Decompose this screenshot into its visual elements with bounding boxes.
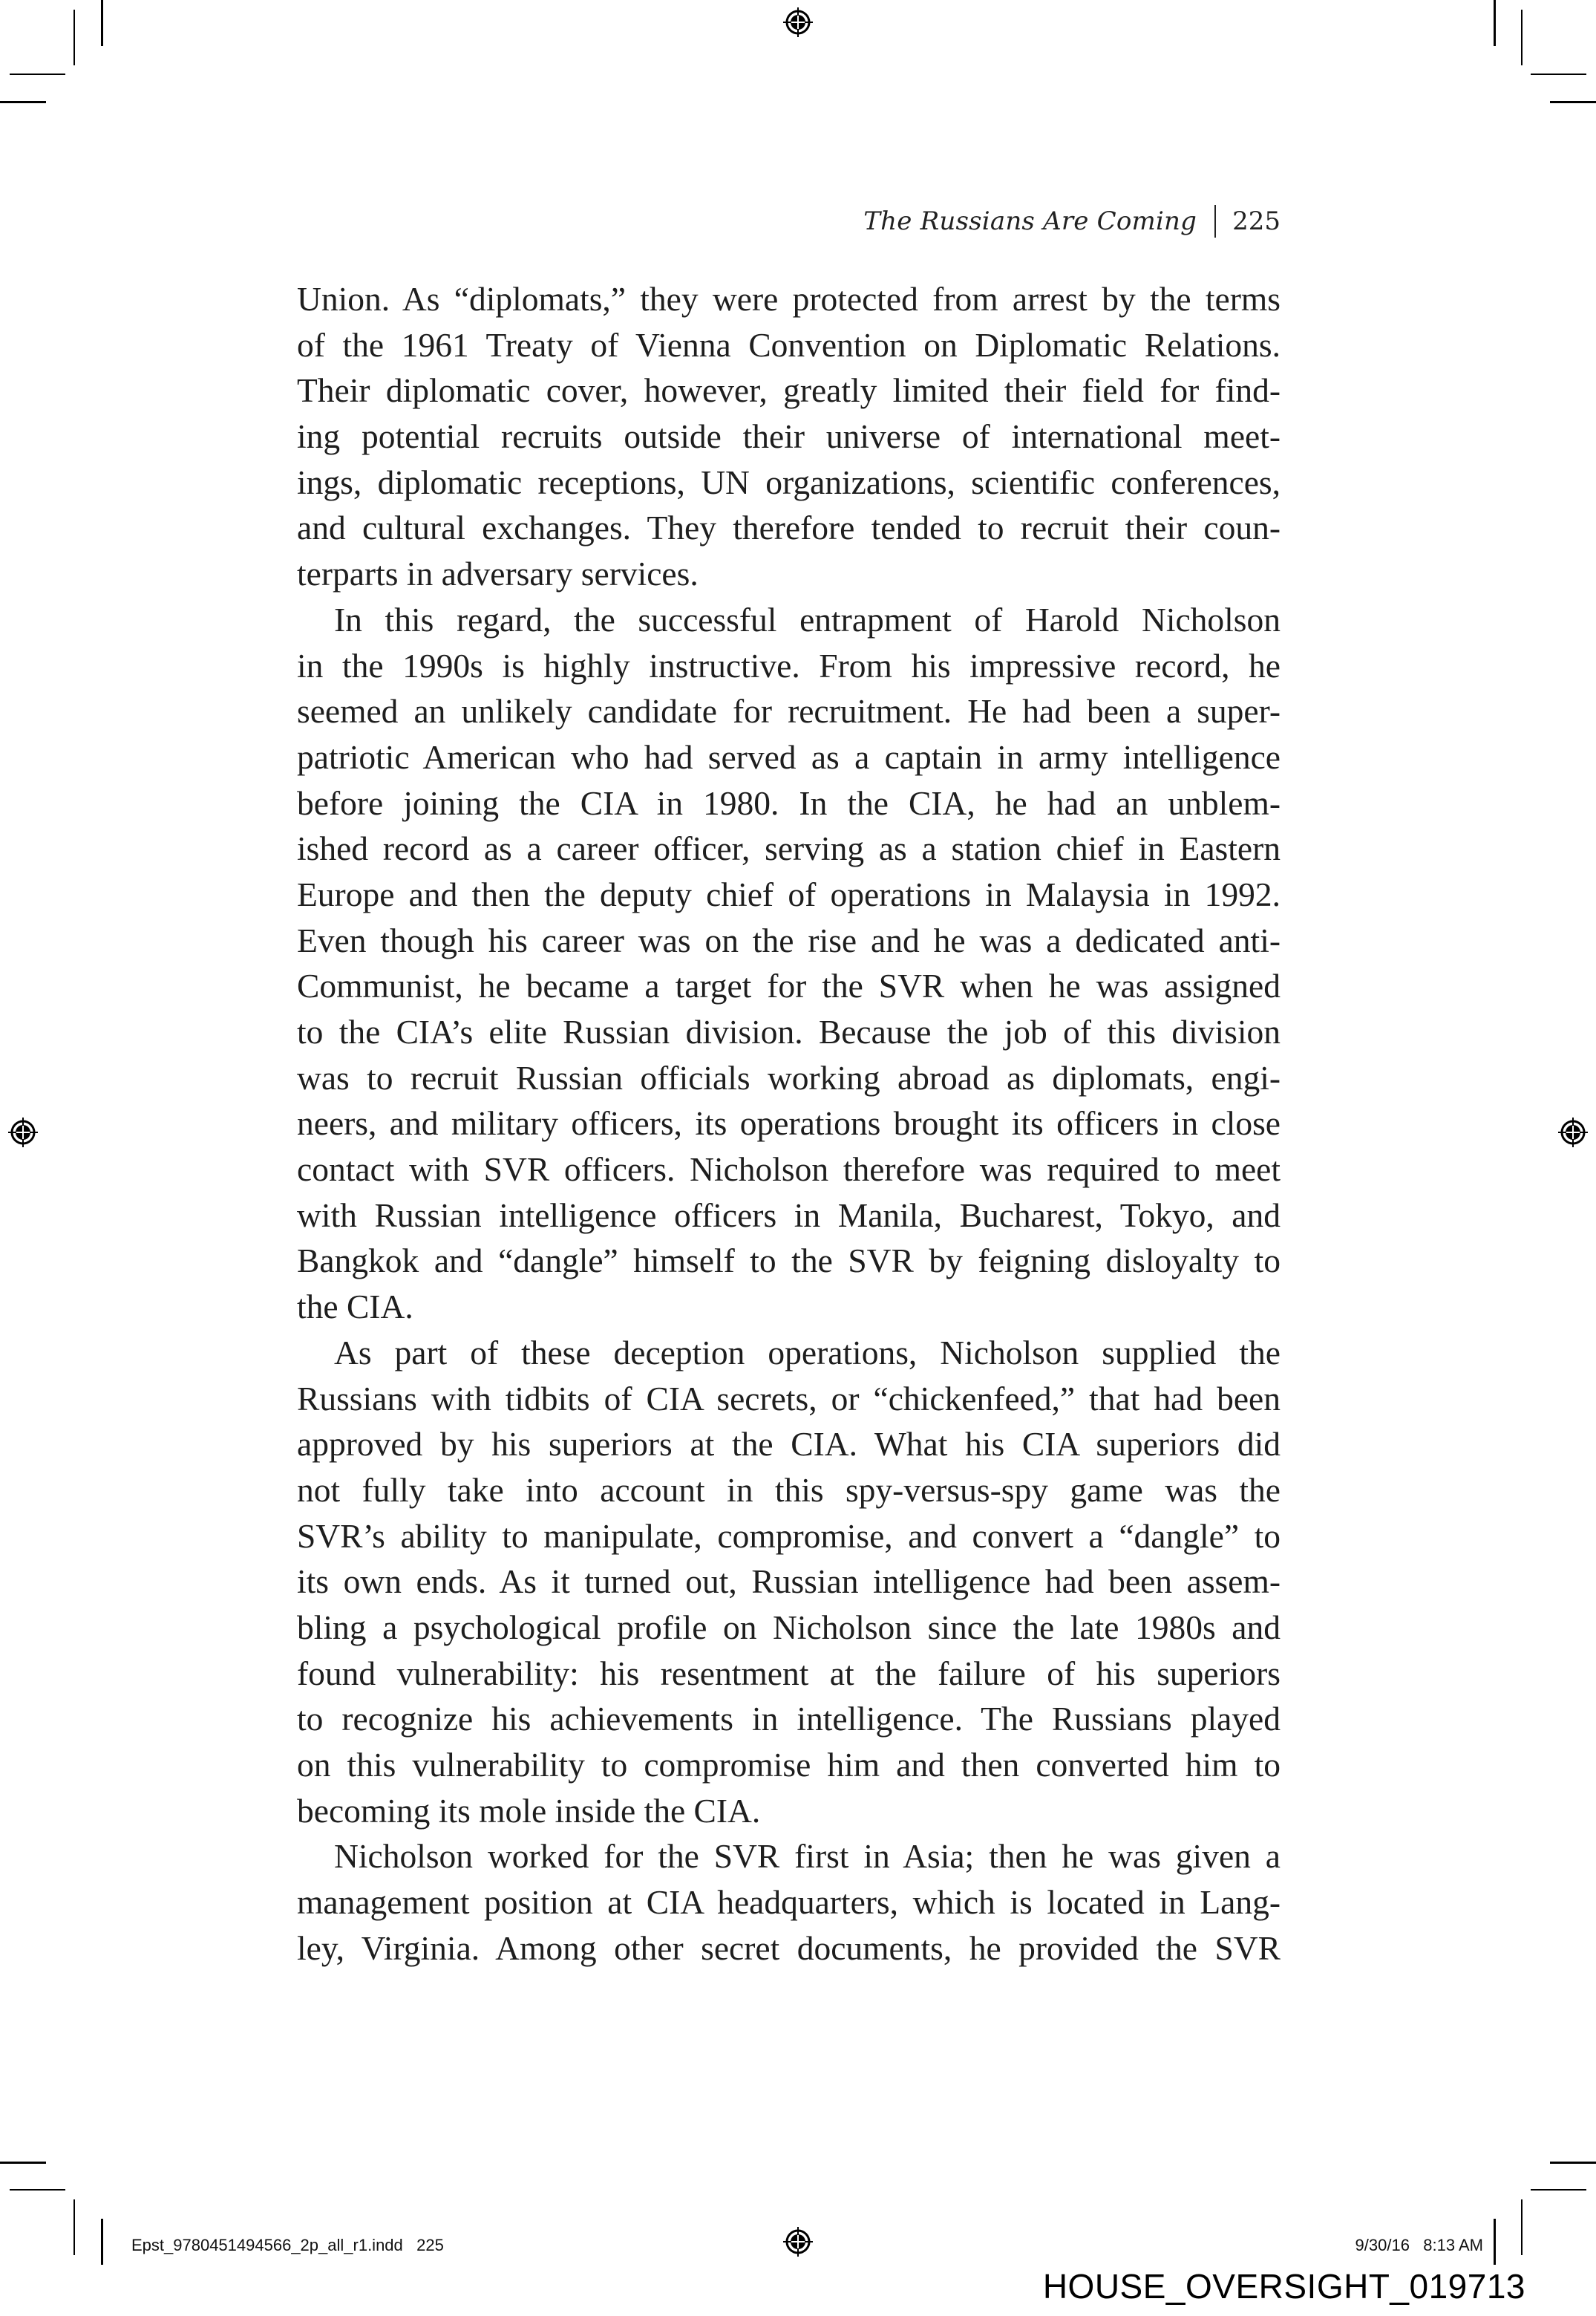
text-line: to recognize his achievements in intelligence. The Russians played (297, 1700, 1281, 1738)
crop-mark (1494, 2219, 1496, 2265)
bates-number: HOUSE_OVERSIGHT_019713 (1042, 2267, 1525, 2306)
text-line: Their diplomatic cover, however, greatly limited their field for find- (297, 371, 1281, 410)
text-line: becoming its mole inside the CIA. (297, 1791, 761, 1830)
body-text (297, 276, 1281, 1971)
text-line: found vulnerability: his resentment at the failure of his superiors (297, 1654, 1281, 1692)
crop-mark (1550, 101, 1596, 103)
registration-mark-icon (1557, 1116, 1589, 1149)
crop-mark (1550, 2162, 1596, 2164)
paragraph (297, 597, 1281, 1330)
text-line: and cultural exchanges. They therefore tended to recruit their coun- (297, 509, 1281, 547)
text-line: approved by his superiors at the CIA. What his CIA superiors did (297, 1425, 1281, 1464)
text-line: of the 1961 Treaty of Vienna Convention on Diplomatic Relations. (297, 325, 1281, 364)
crop-mark (1531, 2189, 1586, 2191)
crop-mark (1494, 0, 1496, 46)
crop-mark (0, 101, 46, 103)
text-line: neers, and military officers, its operations brought its officers in close (297, 1104, 1281, 1143)
text-line: Even though his career was on the rise and he was a dedicated anti- (297, 921, 1281, 959)
text-line: As part of these deception operations, Nicholson supplied the (334, 1333, 1281, 1371)
text-line: Communist, he became a target for the SVR when he was assigned (297, 967, 1281, 1005)
text-line: ished record as a career officer, serving as a station chief in Eastern (297, 829, 1281, 868)
crop-mark (73, 2199, 75, 2255)
crop-mark (1531, 74, 1586, 75)
running-head (863, 205, 1281, 238)
header-divider (1214, 205, 1216, 238)
chapter-title: The Russians Are Coming (863, 206, 1197, 236)
crop-mark (73, 10, 75, 65)
registration-mark-icon (782, 6, 814, 39)
slug-time: 8:13 AM (1423, 2236, 1483, 2254)
text-line: ing potential recruits outside their universe of international meet- (297, 417, 1281, 456)
text-line: not fully take into account in this spy-versus-spy game was the (297, 1470, 1281, 1509)
slug-filename: Epst_9780451494566_2p_all_r1.indd (131, 2236, 403, 2254)
page-number: 225 (1232, 206, 1281, 236)
crop-mark (101, 2219, 103, 2265)
text-line: Nicholson worked for the SVR first in Asia; then he was given a (334, 1837, 1281, 1876)
crop-mark (10, 2189, 65, 2191)
text-line: was to recruit Russian officials working abroad as diplomats, engi- (297, 1058, 1281, 1097)
text-line: with Russian intelligence officers in Manila, Bucharest, Tokyo, and (297, 1195, 1281, 1234)
slug-date: 9/30/16 (1355, 2236, 1410, 2254)
paragraph (297, 1330, 1281, 1834)
text-line: management position at CIA headquarters, which is located in Lang- (297, 1883, 1281, 1922)
text-line: In this regard, the successful entrapment of Harold Nicholson (334, 600, 1281, 639)
slug-file (131, 2236, 444, 2255)
registration-mark-icon (7, 1116, 39, 1149)
text-line: ings, diplomatic receptions, UN organizations, scientific conferences, (297, 463, 1281, 501)
crop-mark (10, 74, 65, 75)
text-line: the CIA. (297, 1288, 413, 1326)
text-line: ley, Virginia. Among other secret documents, he provided the SVR (297, 1928, 1281, 1967)
text-line: its own ends. As it turned out, Russian intelligence had been assem- (297, 1562, 1281, 1601)
text-line: seemed an unlikely candidate for recruitment. He had been a super- (297, 692, 1281, 731)
crop-mark (1521, 10, 1523, 65)
slug-timestamp (1355, 2236, 1483, 2255)
crop-mark (101, 0, 103, 46)
crop-mark (0, 2162, 46, 2164)
text-line: before joining the CIA in 1980. In the CIA, he had an unblem- (297, 783, 1281, 822)
registration-mark-icon (782, 2225, 814, 2258)
text-line: SVR’s ability to manipulate, compromise, and convert a “dangle” to (297, 1516, 1281, 1555)
crop-mark (1521, 2199, 1523, 2255)
paragraph (297, 276, 1281, 597)
text-line: Europe and then the deputy chief of operations in Malaysia in 1992. (297, 875, 1281, 913)
text-line: Bangkok and “dangle” himself to the SVR by feigning disloyalty to (297, 1242, 1281, 1280)
text-line: to the CIA’s elite Russian division. Because the job of this division (297, 1013, 1281, 1051)
text-line: Union. As “diplomats,” they were protected from arrest by the terms (297, 280, 1281, 318)
slug-page: 225 (416, 2236, 444, 2254)
text-line: contact with SVR officers. Nicholson therefore was required to meet (297, 1150, 1281, 1189)
text-line: on this vulnerability to compromise him and then converted him to (297, 1746, 1281, 1784)
text-line: bling a psychological profile on Nicholson since the late 1980s and (297, 1608, 1281, 1646)
text-line: terparts in adversary services. (297, 555, 699, 593)
text-line: Russians with tidbits of CIA secrets, or “chickenfeed,” that had been (297, 1379, 1281, 1418)
paragraph (297, 1833, 1281, 1971)
text-line: in the 1990s is highly instructive. From his impressive record, he (297, 646, 1281, 685)
text-line: patriotic American who had served as a captain in army intelligence (297, 737, 1281, 776)
